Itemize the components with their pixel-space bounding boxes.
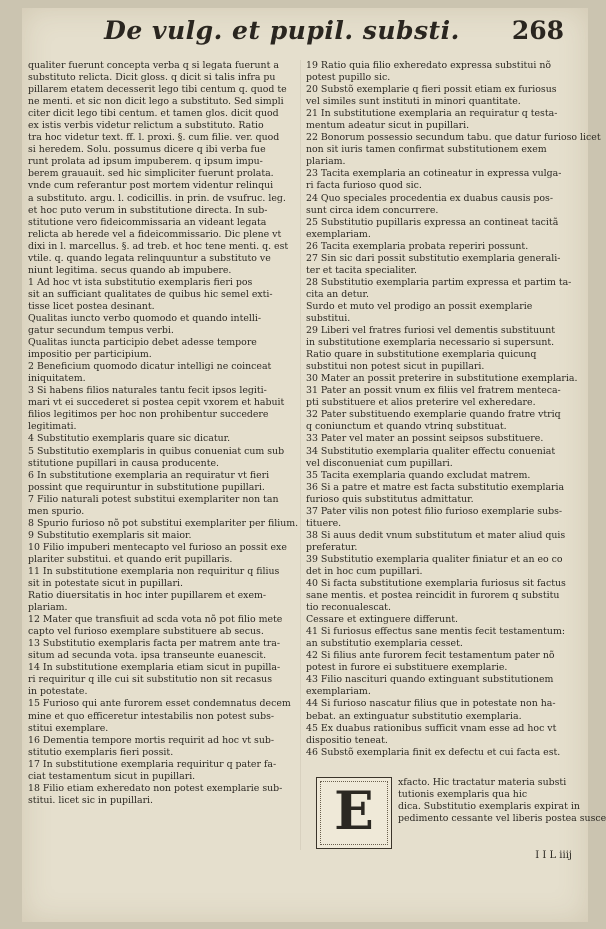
text-line: 43 Filio nascituri quando extinguant substitutionem <box>306 674 554 686</box>
text-line: 8 Spurio furioso nõ pot substitui exemplariter per filium. <box>28 517 299 529</box>
text-line: vel similes sunt instituti in minori quantitate. <box>306 96 521 108</box>
text-line: non sit iuris tamen confirmat substitutionem exem <box>306 144 547 156</box>
text-line: niunt legitima. secus quando ab impubere. <box>28 264 232 276</box>
text-line: stitutione pupillari in causa producente. <box>28 457 220 469</box>
text-line: 11 In substitutione exemplaria non requiritur q filius <box>28 565 280 577</box>
text-line: bebat. an extinguatur substitutio exemplaria. <box>306 710 522 722</box>
text-line: sit an sufficiant qualitates de quibus hic semel exti- <box>28 288 273 300</box>
text-line: Surdo et muto vel prodigo an possit exemplarie <box>306 300 533 312</box>
text-line: sunt circa idem concurrere. <box>306 204 439 216</box>
text-line: vtile. q. quando legata relinquuntur a substituto ve <box>28 252 271 264</box>
text-line: 22 Bonorum possessio secundum tabu. que datur furioso licet <box>306 132 601 144</box>
text-line: 37 Pater vilis non potest filio furioso exemplarie subs- <box>306 505 563 517</box>
text-line: cita an detur. <box>306 288 369 300</box>
text-line: 29 Liberi vel fratres furiosi vel dementis substituunt <box>306 325 555 337</box>
text-line: 18 Filio etiam exheredato non potest exemplarie sub- <box>28 782 283 794</box>
text-line: preferatur. <box>306 541 358 553</box>
text-line: tio reconualescat. <box>306 602 391 614</box>
text-line: possint que requiruntur in substitutione pupillari. <box>28 481 265 493</box>
text-line: q coniunctum et quando vtrinq substituat. <box>306 421 507 433</box>
text-line: 9 Substitutio exemplaris sit maior. <box>28 529 192 541</box>
text-line: 24 Quo speciales procedentia ex duabus causis pos- <box>306 192 554 204</box>
text-line: sane mentis. et postea reincidit in furorem q substitu <box>306 590 560 602</box>
text-line: stitutio exemplaris fieri possit. <box>28 746 174 758</box>
text-line: ri facta furioso quod sic. <box>306 180 422 192</box>
text-line: 39 Substitutio exemplaria qualiter finiatur et an eo co <box>306 553 563 565</box>
text-line: 30 Mater an possit preterire in substitutione exemplaria. <box>306 373 578 385</box>
text-line: si heredem. Solu. possumus dicere q ibi verba fue <box>28 144 266 156</box>
text-line: ne menti. et sic non dicit lego a substituto. Sed simpli <box>28 96 284 108</box>
text-line: 13 Substitutio exemplaris facta per matrem ante tra- <box>28 638 281 650</box>
text-line: plariter substitui. et quando erit pupillaris. <box>28 553 233 565</box>
text-line: tituere. <box>306 517 342 529</box>
text-line: gatur secundum tempus verbi. <box>28 325 174 337</box>
text-line: 36 Si a patre et matre est facta substitutio exemplaria <box>306 481 565 493</box>
text-line: 25 Substitutio pupillaris expressa an contineat tacitã <box>306 216 559 228</box>
text-line: substituto relicta. Dicit gloss. q dicit si talis infra pu <box>28 72 276 84</box>
text-line: Qualitas iuncta participio debet adesse tempore <box>28 337 257 349</box>
text-line: substitui non potest sicut in pupillari. <box>306 361 485 373</box>
text-line: 5 Substitutio exemplaris in quibus conueniat cum sub <box>28 445 285 457</box>
decorated-initial <box>316 777 392 849</box>
text-line: exemplariam. <box>306 686 371 698</box>
text-line: mari vt ei succederet si postea cepit vxorem et habuit <box>28 397 285 409</box>
text-line: an substitutio exemplaria cesset. <box>306 638 463 650</box>
text-line: 7 Filio naturali potest substitui exemplariter non tan <box>28 493 279 505</box>
text-line: pedimento cessante vel liberis postea susce <box>398 813 606 825</box>
text-line: 19 Ratio quia filio exheredato expressa substitui nõ <box>306 60 552 71</box>
text-line: ciat testamentum sicut in pupillari. <box>28 770 196 782</box>
text-line: potest pupillo sic. <box>306 72 391 84</box>
text-line: 31 Pater an possit vnum ex filiis vel fratrem menteca- <box>306 385 561 397</box>
text-line: det in hoc cum pupillari. <box>306 565 423 577</box>
text-line: 23 Tacita exemplaria an cotineatur in expressa vulga- <box>306 168 562 180</box>
text-line: vnde cum referantur post mortem videntur relinqui <box>28 180 274 192</box>
text-line: men spurio. <box>28 505 85 517</box>
text-line: stitui. licet sic in pupillari. <box>28 794 154 806</box>
text-line: dica. Substitutio exemplaris expirat in <box>398 801 580 813</box>
text-line: 26 Tacita exemplaria probata reperiri possunt. <box>306 240 529 252</box>
text-line: 15 Furioso qui ante furorem esset condemnatus decem <box>28 698 291 710</box>
text-line: tra hoc videtur text. ff. l. proxi. §. cum filie. ver. quod <box>28 132 280 144</box>
text-line: 44 Si furioso nascatur filius que in potestate non ha- <box>306 698 556 710</box>
text-line: 27 Sin sic dari possit substitutio exemplaria generali- <box>306 252 561 264</box>
text-line: Cessare et extinguere differunt. <box>306 614 458 626</box>
text-line: in substitutione exemplaria necessario si supersunt. <box>306 337 555 349</box>
text-line: Ratio diuersitatis in hoc inter pupillarem et exem- <box>28 590 267 602</box>
text-line: 40 Si facta substitutione exemplaria furiosus sit factus <box>306 578 566 590</box>
text-line: tutionis exemplaris qua hic <box>398 789 528 801</box>
text-line: capto vel furioso exemplare substituere ab secus. <box>28 626 264 638</box>
text-line: pti substituere et alios preterire vel exheredare. <box>306 397 536 409</box>
text-line: qualiter fuerunt concepta verba q si legata fuerunt a <box>28 60 279 71</box>
text-line: plariam. <box>306 156 346 168</box>
text-line: 1 Ad hoc vt ista substitutio exemplaris fieri pos <box>28 276 253 288</box>
text-line: 2 Beneficium quomodo dicatur intelligi ne coinceat <box>28 361 272 373</box>
text-line: 6 In substitutione exemplaria an requiratur vt fieri <box>28 469 270 481</box>
text-line: dispositio teneat. <box>306 734 388 746</box>
text-line: vel disconueniat cum pupillari. <box>306 457 453 469</box>
text-line: Ratio quare in substitutione exemplaria quicunq <box>306 349 537 361</box>
text-line: 12 Mater que transfiuit ad scda vota nõ pot filio mete <box>28 614 283 626</box>
text-line: berem grauauit. sed hic simpliciter fuerunt prolata. <box>28 168 274 180</box>
text-line: 32 Pater substituendo exemplarie quando fratre vtriq <box>306 409 561 421</box>
text-line: 10 Filio impuberi mentecapto vel furioso an possit exe <box>28 541 287 553</box>
text-line: xfacto. Hic tractatur materia substi <box>398 777 567 788</box>
text-line: 21 In substitutione exemplaria an requiratur q testa- <box>306 108 558 120</box>
text-line: ri requiritur q ille cui sit substitutio non sit recasus <box>28 674 273 686</box>
text-line: potest in furore ei substituere exemplarie. <box>306 662 508 674</box>
text-line: pillarem etatem decesserit lego tibi centum q. quod te <box>28 84 287 96</box>
text-line: 38 Si auus dedit vnum substitutum et mater aliud quis <box>306 529 566 541</box>
text-line: 41 Si furiosus effectus sane mentis fecit testamentum: <box>306 626 566 638</box>
text-line: impositio per participium. <box>28 349 152 361</box>
text-line: tisse licet postea desinant. <box>28 300 155 312</box>
initial-letter: E <box>334 781 374 842</box>
text-line: in potestate. <box>28 686 88 698</box>
text-line: legitimati. <box>28 421 77 433</box>
initial-text-block <box>398 777 606 847</box>
right-column <box>306 60 601 880</box>
text-line: exemplariam. <box>306 228 371 240</box>
text-line: Qualitas iuncto verbo quomodo et quando intelli- <box>28 312 262 324</box>
text-line: 17 In substitutione exemplaria requiritur q pater fa- <box>28 758 277 770</box>
text-line: 20 Substõ exemplarie q fieri possit etiam ex furiosus <box>306 84 557 96</box>
text-line: 35 Tacita exemplaria quando excludat matrem. <box>306 469 531 481</box>
text-line: ter et tacita specialiter. <box>306 264 417 276</box>
text-line: 16 Dementia tempore mortis requirit ad hoc vt sub- <box>28 734 275 746</box>
text-line: citer dicit lego tibi centum. et tamen glos. dicit quod <box>28 108 279 120</box>
running-header <box>22 16 588 56</box>
running-title: De vulg. et pupil. substi. <box>104 16 460 45</box>
text-line: 3 Si habens filios naturales tantu fecit ipsos legiti- <box>28 385 267 397</box>
text-line: iniquitatem. <box>28 373 86 385</box>
text-line: 14 In substitutione exemplaria etiam sicut in pupilla- <box>28 662 281 674</box>
text-line: relicta ab herede vel a fideicommissario. Dic plene vt <box>28 228 282 240</box>
text-line: mentum adeatur sicut in pupillari. <box>306 120 470 132</box>
signature-mark: I I L iiij <box>535 850 572 861</box>
text-line: filios legitimos per hoc non prohibentur succedere <box>28 409 269 421</box>
text-line: 45 Ex duabus rationibus sufficit vnam esse ad hoc vt <box>306 722 557 734</box>
text-line: ex istis verbis videtur relictum a substituto. Ratio <box>28 120 264 132</box>
text-line: 28 Substitutio exemplaria partim expressa et partim ta- <box>306 276 572 288</box>
text-line: stitutione vero fideicommissaria an videant legata <box>28 216 267 228</box>
left-column <box>28 60 299 880</box>
book-page <box>22 8 606 922</box>
text-line: 34 Substitutio exemplaria qualiter effectu conueniat <box>306 445 556 457</box>
text-line: a substituto. argu. l. codicillis. in prin. de vsufruc. leg. <box>28 192 286 204</box>
text-line: 4 Substitutio exemplaris quare sic dicatur. <box>28 433 231 445</box>
text-line: stitui exemplare. <box>28 722 109 734</box>
text-line: situm ad secunda vota. ipsa transeunte euanescit. <box>28 650 267 662</box>
text-line: sit in potestate sicut in pupillari. <box>28 578 183 590</box>
text-line: 33 Pater vel mater an possint seipsos substituere. <box>306 433 544 445</box>
text-line: et hoc puto verum in substitutione directa. In sub- <box>28 204 268 216</box>
text-line: substitui. <box>306 312 351 324</box>
text-line: mine et quo efficeretur intestabilis non potest subs- <box>28 710 275 722</box>
folio-number: 268 <box>511 16 564 45</box>
text-line: dixi in l. marcellus. §. ad treb. et hoc tene menti. q. est <box>28 240 289 252</box>
text-line: furioso quis substitutus admittatur. <box>306 493 474 505</box>
text-line: 42 Si filius ante furorem fecit testamentum pater nõ <box>306 650 555 662</box>
text-line: 46 Substõ exemplaria finit ex defectu et cui facta est. <box>306 746 561 758</box>
column-gutter <box>300 60 301 850</box>
text-line: plariam. <box>28 602 68 614</box>
text-line: runt prolata ad ipsum impuberem. q ipsum impu- <box>28 156 263 168</box>
